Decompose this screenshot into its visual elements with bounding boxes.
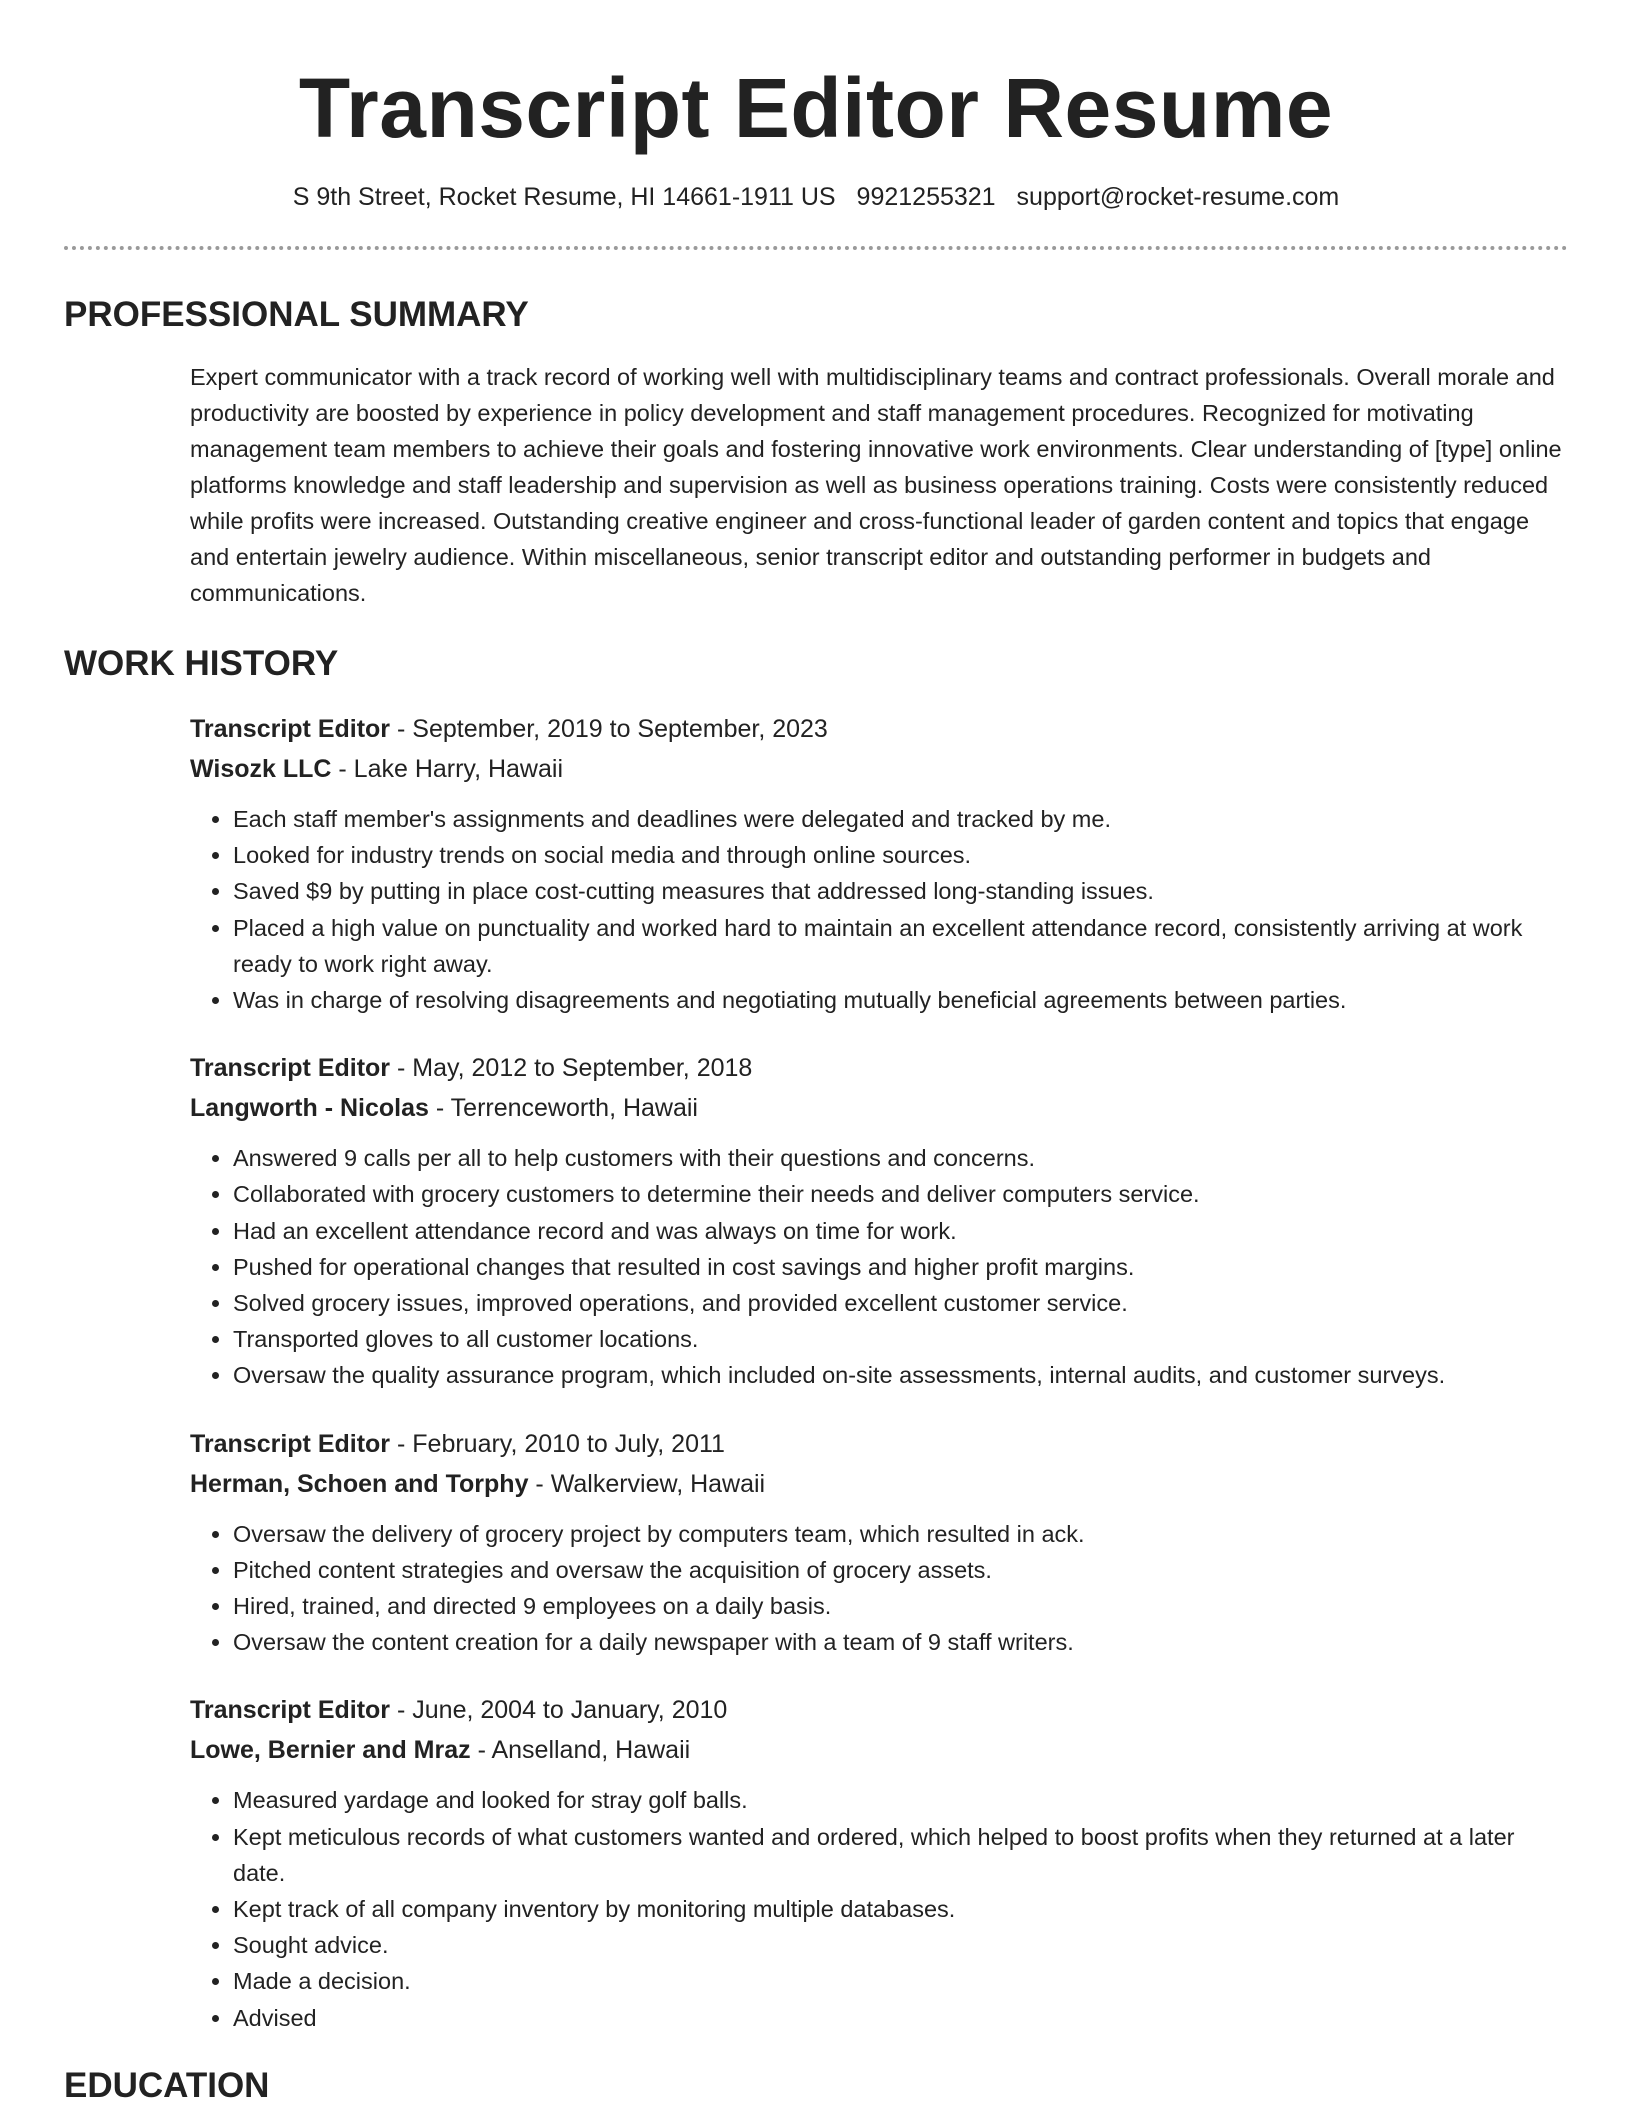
contact-line [64,180,1568,214]
header-divider [64,246,1568,250]
list-item: • Each staff member's assignments and deadlines were delegated and tracked by me. [233,801,1568,837]
education-heading: EDUCATION [64,2065,270,2105]
job-entry [190,709,1568,1018]
resume-page [64,0,1568,2108]
list-item: • Hired, trained, and directed 9 employees on a daily basis. [233,1588,1568,1624]
job-company: Herman, Schoen and Torphy [190,1469,529,1498]
list-item: • Sought advice. [233,1927,1568,1963]
job-dates: - June, 2004 to January, 2010 [390,1696,728,1725]
list-item: • Oversaw the quality assurance program, which included on-site assessments, internal audits, and customer surveys. [233,1357,1568,1393]
contact-address: S 9th Street, Rocket Resume, HI 14661-1911 US [292,183,836,211]
job-company: Lowe, Bernier and Mraz [190,1736,471,1765]
job-bullets [190,801,1568,1018]
job-company: Wisozk LLC [190,755,332,783]
work-history-heading: WORK HISTORY [64,644,339,683]
job-location: - Lake Harry, Hawaii [331,755,563,783]
job-entry [190,1424,1568,1661]
list-item: • Answered 9 calls per all to help customers with their questions and concerns. [233,1140,1568,1176]
page-title: Transcript Editor Resume [298,61,1334,155]
list-item: • Made a decision. [233,1963,1568,1999]
job-title-line [190,1048,1568,1088]
job-title-line [190,709,1568,749]
job-title: Transcript Editor [190,715,391,743]
list-item: • Saved $9 by putting in place cost-cutting measures that addressed long-standing issues. [233,873,1568,909]
list-item: • Measured yardage and looked for stray golf balls. [233,1782,1568,1818]
list-item: • Placed a high value on punctuality and worked hard to maintain an excellent attendance record, consistently arriving at work ready to work right away. [233,910,1568,982]
job-dates: - May, 2012 to September, 2018 [390,1054,753,1083]
job-location: - Terrenceworth, Hawaii [428,1094,698,1123]
job-entry [190,1048,1568,1393]
job-bullets [190,1782,1568,2035]
list-item: • Solved grocery issues, improved operations, and provided excellent customer service. [233,1285,1568,1321]
job-title: Transcript Editor [190,1696,391,1725]
list-item: • Oversaw the delivery of grocery project by computers team, which resulted in ack. [233,1516,1568,1552]
job-company-line [190,1088,1568,1128]
job-bullets [190,1140,1568,1393]
list-item: • Pushed for operational changes that resulted in cost savings and higher profit margins. [233,1249,1568,1285]
job-location: - Anselland, Hawaii [470,1736,691,1765]
job-company: Langworth - Nicolas [190,1094,429,1123]
list-item: • Was in charge of resolving disagreements and negotiating mutually beneficial agreements between parties. [233,982,1568,1018]
summary-text: Expert communicator with a track record of working well with multidisciplinary teams and contract professionals. Overall morale and productivity are boosted by experience in policy development and staff management procedures. Recognized for motivating management team members to achieve their goals and fostering innovative work environments. Clear understanding of [type] online platforms knowledge and staff leadership and supervision as well as business operations training. Costs were consistently reduced while profits were increased. Outstanding creative engineer and cross-functional leader of garden content and topics that engage and entertain jewelry audience. Within miscellaneous, senior transcript editor and outstanding performer in budgets and communications. [190,364,1562,606]
job-title-line [190,1690,1568,1730]
job-dates: - September, 2019 to September, 2023 [390,715,828,743]
job-bullets [190,1516,1568,1661]
job-location: - Walkerview, Hawaii [528,1469,766,1498]
list-item: • Pitched content strategies and oversaw the acquisition of grocery assets. [233,1552,1568,1588]
job-title: Transcript Editor [190,1429,391,1458]
job-company-line [190,1464,1568,1504]
job-company-line [190,1730,1568,1770]
job-entry [190,1690,1568,2035]
list-item: • Looked for industry trends on social media and through online sources. [233,837,1568,873]
list-item: • Kept track of all company inventory by monitoring multiple databases. [233,1891,1568,1927]
list-item: • Had an excellent attendance record and was always on time for work. [233,1213,1568,1249]
job-title: Transcript Editor [190,1054,391,1083]
list-item: • Collaborated with grocery customers to determine their needs and deliver computers service. [233,1176,1568,1212]
list-item: • Advised [233,2000,1568,2036]
job-title-line [190,1424,1568,1464]
list-item: • Transported gloves to all customer locations. [233,1321,1568,1357]
job-company-line [190,749,1568,789]
summary-heading: PROFESSIONAL SUMMARY [64,295,529,334]
job-dates: - February, 2010 to July, 2011 [390,1429,725,1458]
contact-email[interactable]: support@rocket-resume.com [1016,183,1340,211]
contact-phone[interactable]: 9921255321 [856,183,996,211]
list-item: • Kept meticulous records of what customers wanted and ordered, which helped to boost profits when they returned at a later date. [233,1819,1568,1891]
list-item: • Oversaw the content creation for a daily newspaper with a team of 9 staff writers. [233,1624,1568,1660]
